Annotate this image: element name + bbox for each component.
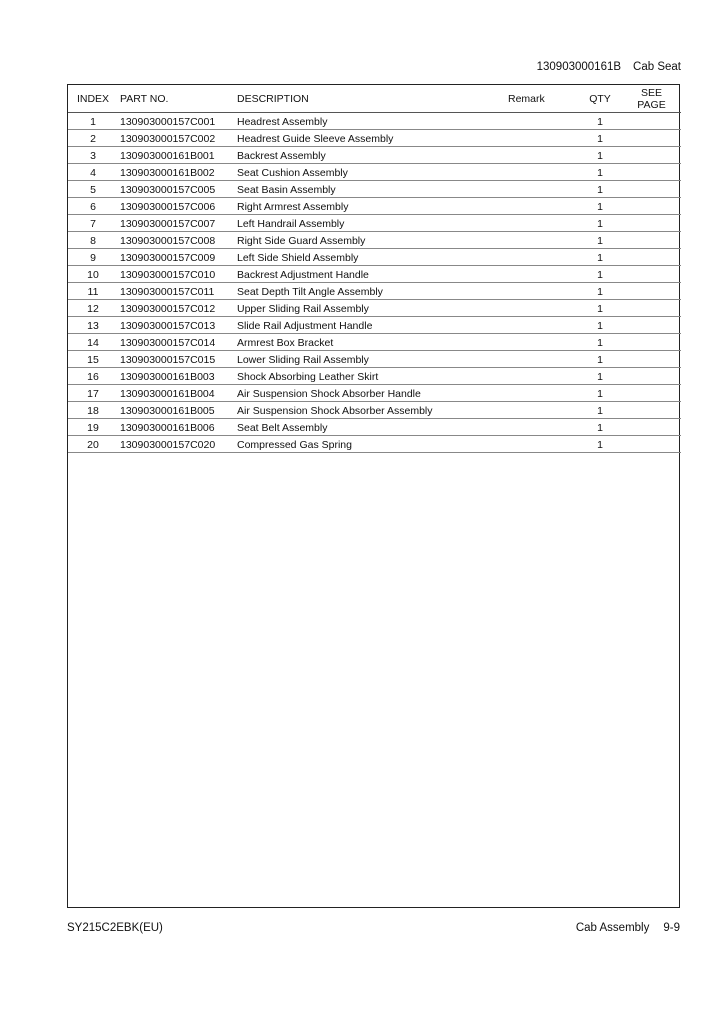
row-remark xyxy=(508,300,578,317)
row-see-page xyxy=(622,130,681,147)
row-remark xyxy=(508,215,578,232)
row-index: 2 xyxy=(68,130,118,147)
row-remark xyxy=(508,402,578,419)
table-row xyxy=(68,266,681,283)
table-row xyxy=(68,232,681,249)
table-row xyxy=(68,198,681,215)
row-description: Right Side Guard Assembly xyxy=(237,232,508,249)
page-footer xyxy=(576,922,680,934)
row-see-page xyxy=(622,283,681,300)
row-see-page xyxy=(622,436,681,453)
row-qty: 1 xyxy=(578,436,622,453)
row-remark xyxy=(508,283,578,300)
row-part-no: 130903000157C014 xyxy=(118,334,237,351)
row-description: Backrest Assembly xyxy=(237,147,508,164)
row-description: Lower Sliding Rail Assembly xyxy=(237,351,508,368)
row-part-no: 130903000157C006 xyxy=(118,198,237,215)
row-remark xyxy=(508,147,578,164)
row-qty: 1 xyxy=(578,419,622,436)
table-row xyxy=(68,215,681,232)
row-remark xyxy=(508,334,578,351)
table-row xyxy=(68,181,681,198)
row-description: Air Suspension Shock Absorber Assembly xyxy=(237,402,508,419)
table-row xyxy=(68,402,681,419)
table-row xyxy=(68,147,681,164)
row-description: Upper Sliding Rail Assembly xyxy=(237,300,508,317)
row-description: Shock Absorbing Leather Skirt xyxy=(237,368,508,385)
table-row xyxy=(68,436,681,453)
row-see-page xyxy=(622,385,681,402)
row-index: 8 xyxy=(68,232,118,249)
row-part-no: 130903000161B001 xyxy=(118,147,237,164)
section-title: Cab Seat xyxy=(633,61,681,73)
row-qty: 1 xyxy=(578,181,622,198)
column-header-see-page: SEE PAGE xyxy=(622,85,681,113)
row-index: 6 xyxy=(68,198,118,215)
row-part-no: 130903000157C015 xyxy=(118,351,237,368)
row-part-no: 130903000157C010 xyxy=(118,266,237,283)
row-part-no: 130903000161B006 xyxy=(118,419,237,436)
parts-table-body xyxy=(68,113,681,453)
row-see-page xyxy=(622,266,681,283)
table-row xyxy=(68,317,681,334)
row-index: 9 xyxy=(68,249,118,266)
table-row xyxy=(68,300,681,317)
row-qty: 1 xyxy=(578,198,622,215)
row-see-page xyxy=(622,249,681,266)
row-remark xyxy=(508,130,578,147)
footer-chapter: Cab Assembly xyxy=(575,922,650,934)
row-remark xyxy=(508,266,578,283)
row-see-page xyxy=(622,215,681,232)
row-description: Right Armrest Assembly xyxy=(237,198,508,215)
row-see-page xyxy=(622,232,681,249)
row-description: Headrest Guide Sleeve Assembly xyxy=(237,130,508,147)
row-remark xyxy=(508,419,578,436)
table-row xyxy=(68,113,681,130)
row-qty: 1 xyxy=(578,300,622,317)
document-number: 130903000161B xyxy=(536,61,622,73)
row-see-page xyxy=(622,402,681,419)
row-part-no: 130903000161B002 xyxy=(118,164,237,181)
row-qty: 1 xyxy=(578,147,622,164)
row-remark xyxy=(508,249,578,266)
row-index: 3 xyxy=(68,147,118,164)
row-qty: 1 xyxy=(578,215,622,232)
row-qty: 1 xyxy=(578,317,622,334)
row-index: 10 xyxy=(68,266,118,283)
row-qty: 1 xyxy=(578,130,622,147)
row-qty: 1 xyxy=(578,351,622,368)
row-remark xyxy=(508,436,578,453)
row-see-page xyxy=(622,368,681,385)
row-description: Seat Cushion Assembly xyxy=(237,164,508,181)
row-remark xyxy=(508,317,578,334)
row-see-page xyxy=(622,164,681,181)
table-row xyxy=(68,368,681,385)
row-index: 1 xyxy=(68,113,118,130)
parts-list-frame xyxy=(67,84,680,908)
column-header-qty: QTY xyxy=(578,85,622,113)
row-index: 20 xyxy=(68,436,118,453)
row-part-no: 130903000157C009 xyxy=(118,249,237,266)
row-description: Left Side Shield Assembly xyxy=(237,249,508,266)
row-part-no: 130903000157C005 xyxy=(118,181,237,198)
row-see-page xyxy=(622,334,681,351)
row-description: Seat Belt Assembly xyxy=(237,419,508,436)
row-remark xyxy=(508,232,578,249)
row-qty: 1 xyxy=(578,402,622,419)
row-remark xyxy=(508,368,578,385)
row-qty: 1 xyxy=(578,164,622,181)
page-header xyxy=(537,61,681,73)
row-remark xyxy=(508,113,578,130)
table-row xyxy=(68,130,681,147)
row-description: Backrest Adjustment Handle xyxy=(237,266,508,283)
row-description: Seat Depth Tilt Angle Assembly xyxy=(237,283,508,300)
table-row xyxy=(68,283,681,300)
parts-table xyxy=(68,85,681,453)
row-see-page xyxy=(622,147,681,164)
row-index: 16 xyxy=(68,368,118,385)
row-qty: 1 xyxy=(578,283,622,300)
row-part-no: 130903000157C012 xyxy=(118,300,237,317)
row-index: 13 xyxy=(68,317,118,334)
row-see-page xyxy=(622,300,681,317)
row-description: Headrest Assembly xyxy=(237,113,508,130)
row-description: Seat Basin Assembly xyxy=(237,181,508,198)
row-index: 7 xyxy=(68,215,118,232)
table-header-row xyxy=(68,85,681,113)
table-row xyxy=(68,351,681,368)
column-header-remark: Remark xyxy=(508,85,578,113)
row-index: 11 xyxy=(68,283,118,300)
row-part-no: 130903000161B004 xyxy=(118,385,237,402)
row-part-no: 130903000157C011 xyxy=(118,283,237,300)
row-see-page xyxy=(622,113,681,130)
table-row xyxy=(68,385,681,402)
row-qty: 1 xyxy=(578,113,622,130)
row-index: 12 xyxy=(68,300,118,317)
row-part-no: 130903000157C008 xyxy=(118,232,237,249)
table-row xyxy=(68,334,681,351)
row-part-no: 130903000157C013 xyxy=(118,317,237,334)
column-header-index: INDEX xyxy=(68,85,118,113)
page-number: 9-9 xyxy=(663,922,680,934)
table-row xyxy=(68,164,681,181)
row-see-page xyxy=(622,351,681,368)
table-row xyxy=(68,249,681,266)
row-qty: 1 xyxy=(578,368,622,385)
row-qty: 1 xyxy=(578,249,622,266)
row-description: Armrest Box Bracket xyxy=(237,334,508,351)
table-row xyxy=(68,419,681,436)
column-header-description: DESCRIPTION xyxy=(237,85,508,113)
row-description: Compressed Gas Spring xyxy=(237,436,508,453)
row-part-no: 130903000157C020 xyxy=(118,436,237,453)
row-description: Slide Rail Adjustment Handle xyxy=(237,317,508,334)
row-description: Left Handrail Assembly xyxy=(237,215,508,232)
row-description: Air Suspension Shock Absorber Handle xyxy=(237,385,508,402)
row-part-no: 130903000161B005 xyxy=(118,402,237,419)
row-see-page xyxy=(622,419,681,436)
row-part-no: 130903000157C001 xyxy=(118,113,237,130)
row-part-no: 130903000157C002 xyxy=(118,130,237,147)
row-remark xyxy=(508,198,578,215)
row-see-page xyxy=(622,181,681,198)
row-index: 14 xyxy=(68,334,118,351)
row-index: 19 xyxy=(68,419,118,436)
row-qty: 1 xyxy=(578,334,622,351)
row-remark xyxy=(508,351,578,368)
row-index: 15 xyxy=(68,351,118,368)
row-part-no: 130903000157C007 xyxy=(118,215,237,232)
row-see-page xyxy=(622,198,681,215)
row-index: 18 xyxy=(68,402,118,419)
row-see-page xyxy=(622,317,681,334)
row-remark xyxy=(508,385,578,402)
footer-model: SY215C2EBK(EU) xyxy=(67,922,163,934)
row-part-no: 130903000161B003 xyxy=(118,368,237,385)
row-remark xyxy=(508,164,578,181)
row-index: 4 xyxy=(68,164,118,181)
column-header-part-no: PART NO. xyxy=(118,85,237,113)
row-index: 17 xyxy=(68,385,118,402)
row-index: 5 xyxy=(68,181,118,198)
row-remark xyxy=(508,181,578,198)
row-qty: 1 xyxy=(578,232,622,249)
row-qty: 1 xyxy=(578,385,622,402)
row-qty: 1 xyxy=(578,266,622,283)
